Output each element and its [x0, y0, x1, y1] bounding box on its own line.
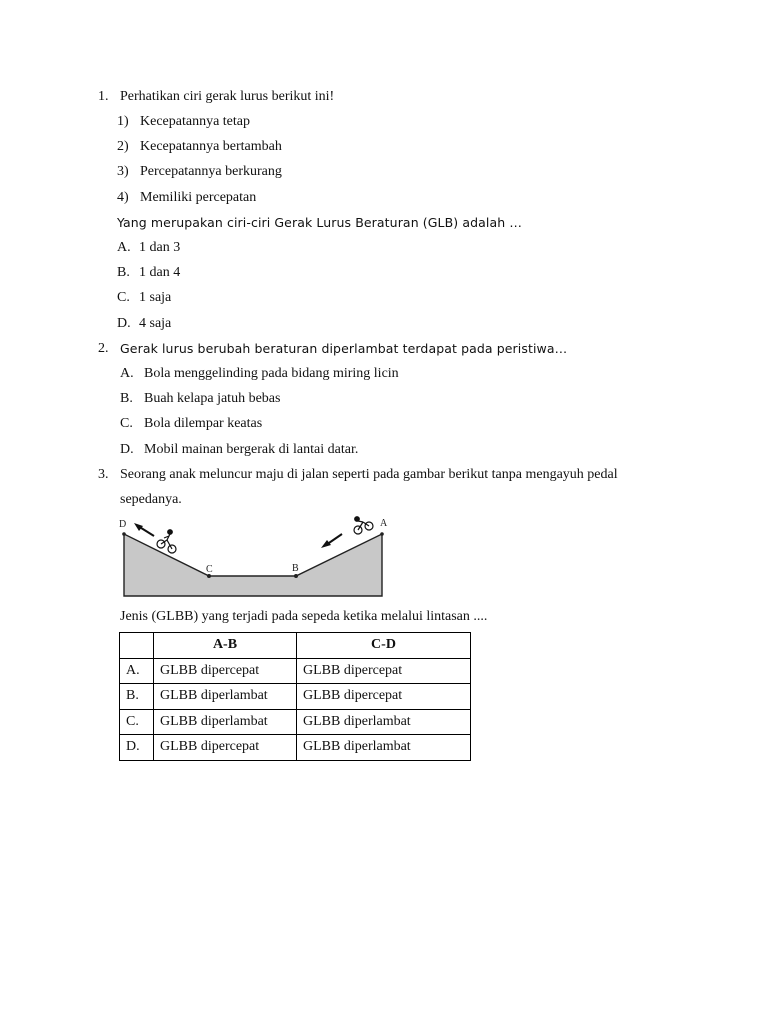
q2-option-b-letter: B. [120, 391, 133, 406]
arrow-left-icon [134, 523, 154, 536]
table-row [120, 658, 471, 684]
question-3-stem-line-2: sepedanya. [120, 492, 182, 507]
question-3-stem-line-1: Seorang anak meluncur maju di jalan seperti pada gambar berikut tanpa mengayuh pedal [120, 467, 618, 482]
table-cell-option: B. [120, 684, 154, 710]
q1-item-4-number: 4) [117, 190, 129, 205]
table-cell-c-d: GLBB dipercepat [297, 684, 471, 710]
answer-table [119, 632, 471, 761]
table-cell-c-d: GLBB diperlambat [297, 735, 471, 761]
question-3-prompt: Jenis (GLBB) yang terjadi pada sepeda ketika melalui lintasan .... [120, 609, 488, 624]
point-b [294, 574, 298, 578]
question-1-number: 1. [98, 89, 109, 104]
table-row [120, 735, 471, 761]
table-cell-c-d: GLBB dipercepat [297, 658, 471, 684]
q1-option-b-text: 1 dan 4 [139, 265, 181, 280]
q2-option-c-text: Bola dilempar keatas [144, 416, 263, 431]
q1-option-c-letter: C. [117, 290, 130, 305]
table-row [120, 709, 471, 735]
track-diagram [114, 514, 392, 600]
question-2-number: 2. [98, 341, 109, 356]
q1-item-3-text: Percepatannya berkurang [140, 164, 282, 179]
table-cell-a-b: GLBB dipercepat [154, 735, 297, 761]
table-cell-a-b: GLBB diperlambat [154, 684, 297, 710]
q2-option-d-letter: D. [120, 442, 134, 457]
table-row [120, 684, 471, 710]
q1-option-a-text: 1 dan 3 [139, 240, 181, 255]
q1-option-d-text: 4 saja [139, 316, 172, 331]
q1-item-1-text: Kecepatannya tetap [140, 114, 250, 129]
cyclist-left-icon [157, 530, 176, 553]
table-cell-a-b: GLBB dipercepat [154, 658, 297, 684]
q1-option-c-text: 1 saja [139, 290, 172, 305]
point-a [380, 532, 384, 536]
table-cell-c-d: GLBB diperlambat [297, 709, 471, 735]
q1-item-2-text: Kecepatannya bertambah [140, 139, 282, 154]
table-header-blank [120, 633, 154, 659]
q1-item-1-number: 1) [117, 114, 129, 129]
q2-option-c-letter: C. [120, 416, 133, 431]
question-1-prompt: Yang merupakan ciri-ciri Gerak Lurus Beraturan (GLB) adalah … [117, 215, 522, 230]
q2-option-a-letter: A. [120, 366, 134, 381]
table-cell-option: A. [120, 658, 154, 684]
label-a: A [380, 518, 388, 529]
question-1-stem: Perhatikan ciri gerak lurus berikut ini! [120, 89, 335, 104]
question-3-number: 3. [98, 467, 109, 482]
q1-item-2-number: 2) [117, 139, 129, 154]
q1-option-b-letter: B. [117, 265, 130, 280]
q1-option-a-letter: A. [117, 240, 131, 255]
table-header-row [120, 633, 471, 659]
table-header-c-d: C-D [297, 633, 471, 659]
q1-item-4-text: Memiliki percepatan [140, 190, 257, 205]
cyclist-right-icon [354, 517, 373, 534]
q2-option-a-text: Bola menggelinding pada bidang miring licin [144, 366, 399, 381]
question-2-stem: Gerak lurus berubah beraturan diperlambat terdapat pada peristiwa… [120, 341, 568, 356]
label-c: C [206, 564, 213, 575]
label-b: B [292, 563, 299, 574]
point-d [122, 532, 126, 536]
q2-option-d-text: Mobil mainan bergerak di lantai datar. [144, 442, 359, 457]
arrow-down-left-icon [321, 534, 342, 548]
table-header-a-b: A-B [154, 633, 297, 659]
q1-item-3-number: 3) [117, 164, 129, 179]
table-cell-option: D. [120, 735, 154, 761]
label-d: D [119, 519, 127, 530]
q1-option-d-letter: D. [117, 316, 131, 331]
q2-option-b-text: Buah kelapa jatuh bebas [144, 391, 281, 406]
table-cell-option: C. [120, 709, 154, 735]
table-cell-a-b: GLBB diperlambat [154, 709, 297, 735]
